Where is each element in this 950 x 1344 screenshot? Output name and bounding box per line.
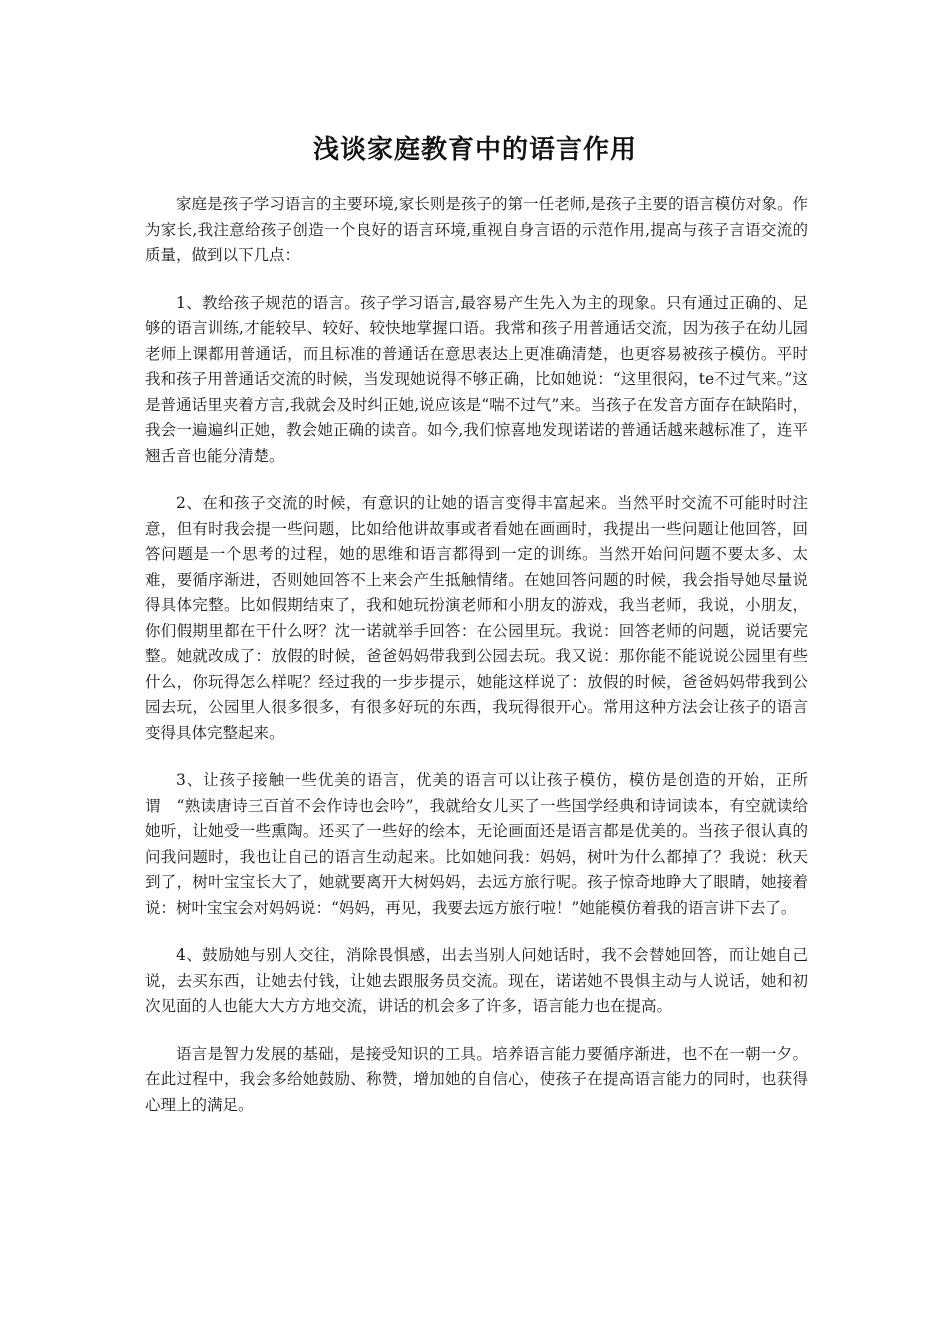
intro-paragraph: 家庭是孩子学习语言的主要环境,家长则是孩子的第一任老师,是孩子主要的语言模仿对象。作为家长,我注意给孩子创造一个良好的语言环境,重视自身言语的示范作用,提高与孩子言语交流的质量，做到以下几点： [145,195,808,264]
document-body [145,192,808,1140]
point-3-paragraph: 3、让孩子接触一些优美的语言，优美的语言可以让孩子模仿，模仿是创造的开始，正所谓 “熟读唐诗三百首不会作诗也会吟”，我就给女儿买了一些国学经典和诗词读本，有空就读给她听，让她受一些熏陶。还买了一些好的绘本，无论画面还是语言都是优美的。当孩子很认真的问我问题时，我也让自己的语言生动起来。比如她问我：妈妈，树叶为什么都掉了？我说：秋天到了，树叶宝宝长大了，她就要离开大树妈妈，去远方旅行呢。孩子惊奇地睁大了眼睛，她接着说：树叶宝宝会对妈妈说：“妈妈，再见，我要去远方旅行啦！”她能模仿着我的语言讲下去了。 [145,771,808,917]
point-2-paragraph: 2、在和孩子交流的时候，有意识的让她的语言变得丰富起来。当然平时交流不可能时时注意，但有时我会提一些问题，比如给他讲故事或者看她在画画时，我提出一些问题让他回答，回答问题是一个思考的过程，她的思维和语言都得到一定的训练。当然开始问问题不要太多、太难，要循序渐进，否则她回答不上来会产生抵触情绪。在她回答问题的时候，我会指导她尽量说得具体完整。比如假期结束了，我和她玩扮演老师和小朋友的游戏，我当老师，我说，小朋友，你们假期里都在干什么呀？沈一诺就举手回答：在公园里玩。我说：回答老师的问题，说话要完整。她就改成了：放假的时候，爸爸妈妈带我到公园去玩。我又说：那你能不能说说公园里有些什么，你玩得怎么样呢？经过我的一步步提示，她能这样说了：放假的时候，爸爸妈妈带我到公园去玩，公园里人很多很多，有很多好玩的东西，我玩得很开心。常用这种方法会让孩子的语言变得具体完整起来。 [145,494,808,742]
point-1-paragraph: 1、教给孩子规范的语言。孩子学习语言,最容易产生先入为主的现象。只有通过正确的、足够的语言训练,才能较早、较好、较快地掌握口语。我常和孩子用普通话交流，因为孩子在幼儿园老师上课都用普通话，而且标准的普通话在意思表达上更准确清楚，也更容易被孩子模仿。平时我和孩子用普通话交流的时候，当发现她说得不够正确，比如她说：“这里很闷，te不过气来。”这是普通话里夹着方言,我就会及时纠正她,说应该是“喘不过气”来。当孩子在发音方面存在缺陷时，我会一遍遍纠正她，教会她正确的读音。如今,我们惊喜地发现诺诺的普通话越来越标准了，连平翘舌音也能分清楚。 [145,293,808,465]
document-title: 浅谈家庭教育中的语言作用 [312,135,637,165]
conclusion-paragraph: 语言是智力发展的基础，是接受知识的工具。培养语言能力要循序渐进，也不在一朝一夕。在此过程中，我会多给她鼓励、称赞，增加她的自信心，使孩子在提高语言能力的同时，也获得心理上的满足。 [145,1044,808,1114]
point-4-paragraph: 4、鼓励她与别人交往，消除畏惧感，出去当别人问她话时，我不会替她回答，而让她自己说，去买东西，让她去付钱，让她去跟服务员交流。现在，诺诺她不畏惧主动与人说话，她和初次见面的人也能大大方方地交流，讲话的机会多了许多，语言能力也在提高。 [145,946,808,1015]
